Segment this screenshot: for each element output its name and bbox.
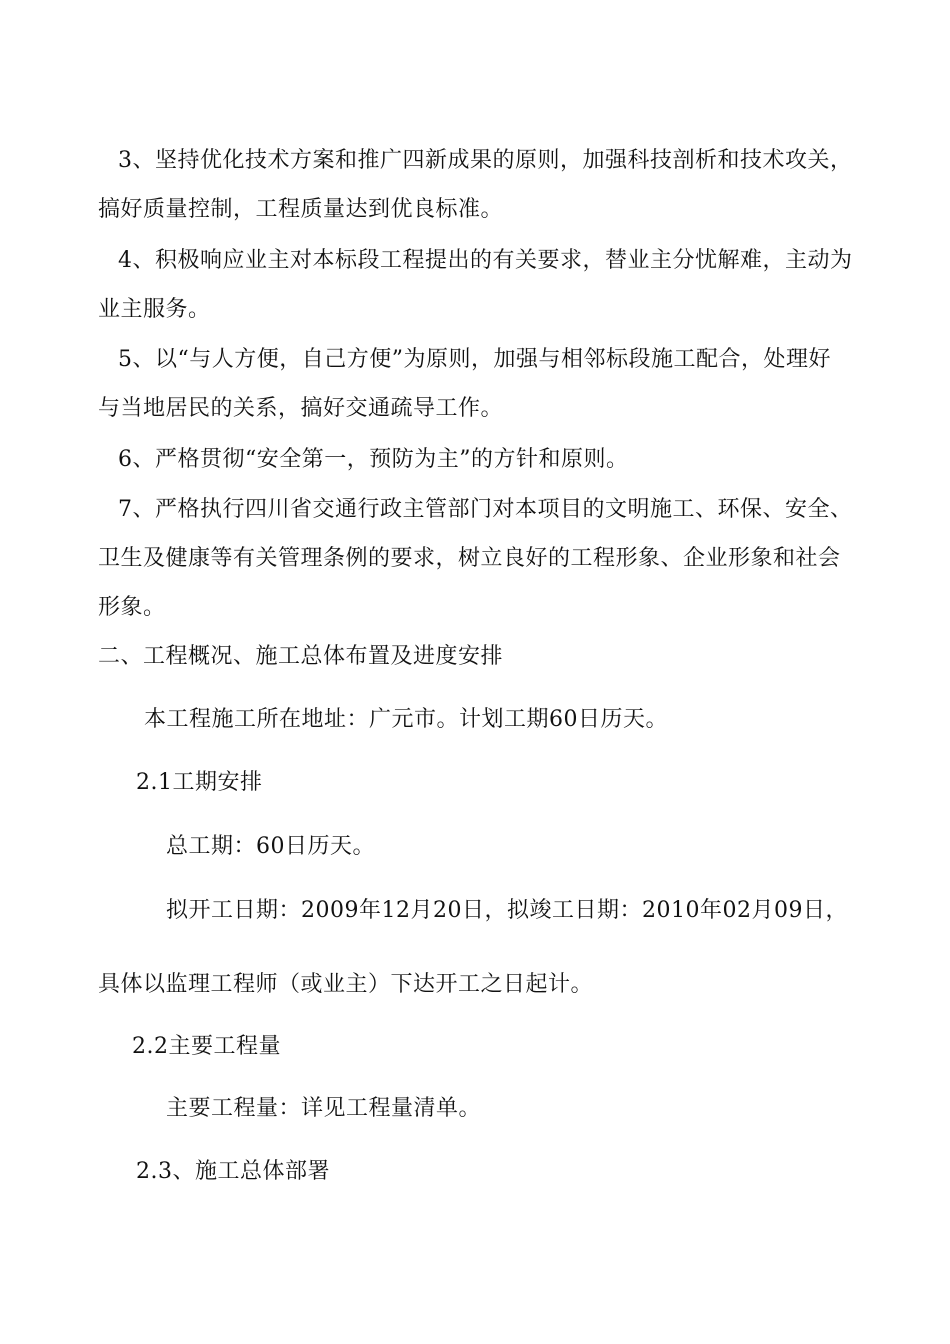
paragraph-line-18: 主要工程量：详见工程量清单。 — [166, 1096, 482, 1121]
paragraph-line-9: 卫生及健康等有关管理条例的要求，树立良好的工程形象、企业形象和社会 — [98, 546, 841, 571]
paragraph-line-3: 4、积极响应业主对本标段工程提出的有关要求，替业主分忧解难，主动为 — [118, 248, 853, 273]
paragraph-line-8: 7、严格执行四川省交通行政主管部门对本项目的文明施工、环保、安全、 — [118, 497, 853, 522]
paragraph-line-10: 形象。 — [98, 595, 166, 620]
subsection-heading: 2.3、施工总体部署 — [136, 1159, 330, 1184]
paragraph-line-7: 6、严格贯彻“安全第一，预防为主”的方针和原则。 — [118, 447, 629, 472]
paragraph-line-5: 5、以“与人方便，自己方便”为原则，加强与相邻标段施工配合，处理好 — [118, 347, 831, 372]
subsection-heading: 2.2主要工程量 — [132, 1034, 281, 1059]
paragraph-line-1: 3、坚持优化技术方案和推广四新成果的原则，加强科技剖析和技术攻关， — [118, 148, 853, 173]
section-heading: 二、工程概况、施工总体布置及进度安排 — [98, 644, 504, 669]
paragraph-line-15: 拟开工日期：2009年12月20日，拟竣工日期：2010年02月09日， — [166, 898, 848, 923]
paragraph-line-6: 与当地居民的关系，搞好交通疏导工作。 — [98, 396, 504, 421]
paragraph-line-14: 总工期：60日历天。 — [166, 834, 375, 859]
subsection-heading: 2.1工期安排 — [136, 770, 263, 795]
paragraph-line-2: 搞好质量控制，工程质量达到优良标准。 — [98, 197, 504, 222]
paragraph-line-4: 业主服务。 — [98, 297, 211, 322]
paragraph-line-16: 具体以监理工程师（或业主）下达开工之日起计。 — [98, 972, 594, 997]
paragraph-line-12: 本工程施工所在地址：广元市。计划工期60日历天。 — [144, 707, 668, 732]
